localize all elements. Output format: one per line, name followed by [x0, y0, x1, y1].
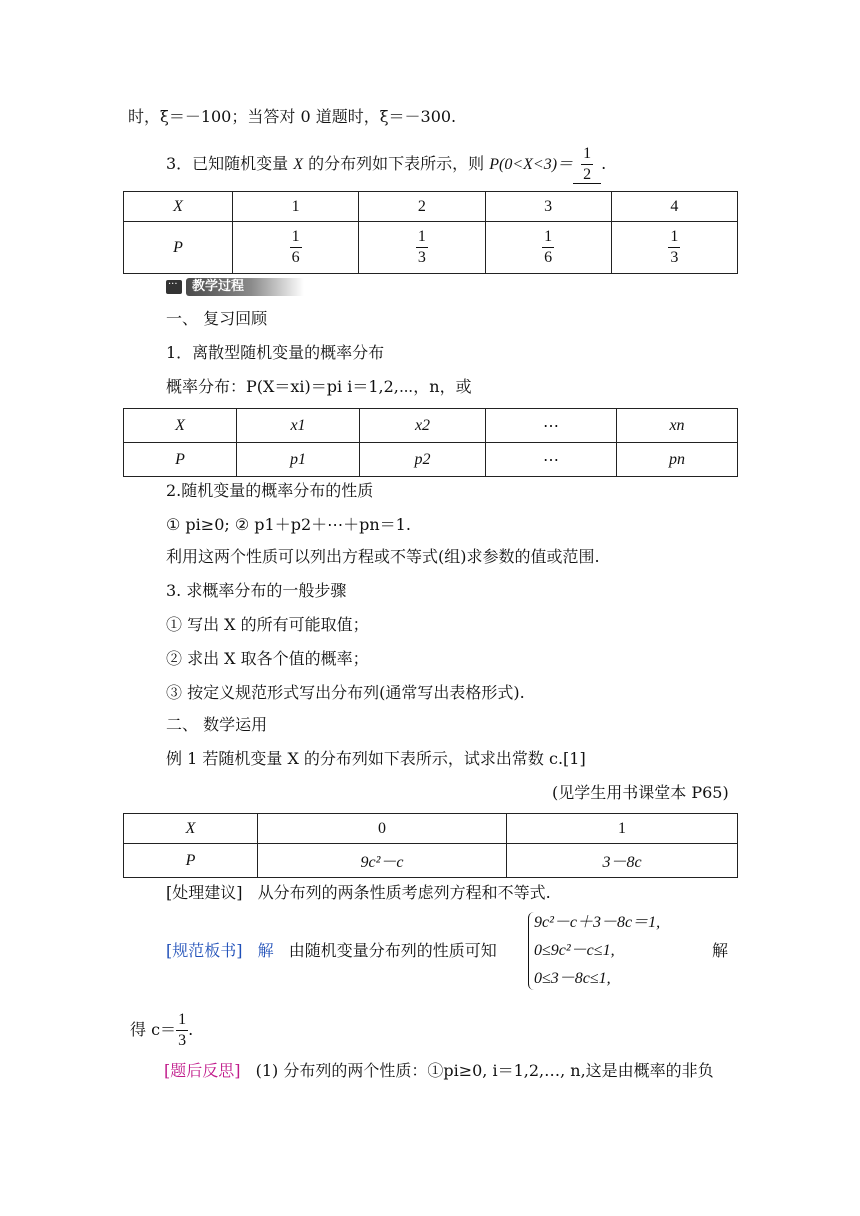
- result-prefix: 得 c＝: [130, 1020, 177, 1039]
- text-line-ksi: 时，ξ＝－100；当答对 0 道题时，ξ＝－300.: [128, 107, 457, 126]
- table1-header-2: 2: [359, 192, 485, 222]
- table2-xn: xn: [617, 409, 738, 443]
- q3-var: X: [293, 156, 304, 173]
- table2-pn: pn: [617, 443, 738, 477]
- reflection-tag: [题后反思]: [164, 1061, 241, 1080]
- step-3: ③ 按定义规范形式写出分布列(通常写出表格形式).: [166, 683, 525, 702]
- table2-header-x: X: [124, 409, 237, 443]
- reflection-text: (1) 分布列的两个性质：①pi≥0, i＝1,2,…, n,这是由概率的非负: [255, 1061, 714, 1080]
- heading-application: 二、 数学运用: [166, 715, 268, 734]
- table1-header-4: 4: [611, 192, 737, 222]
- distribution-table-1: [123, 191, 738, 274]
- table1-prob-1: $\frac{1}{6}$: [233, 222, 359, 274]
- table1-prob-4: $\frac{1}{3}$: [611, 222, 737, 274]
- table2-x-ellipsis: ⋯: [486, 409, 617, 443]
- step-2: ② 求出 X 取各个值的概率；: [166, 649, 369, 668]
- table3-value-0: 0: [258, 814, 507, 844]
- board-writing-tag: [规范板书]: [166, 941, 243, 960]
- table2-row-p: P: [124, 443, 237, 477]
- table3-value-1: 1: [507, 814, 738, 844]
- solution-label: 解: [257, 941, 274, 960]
- table3-row-p: P: [124, 844, 258, 878]
- board-writing-text: 由随机变量分布列的性质可知: [288, 941, 497, 960]
- table2-p2: p2: [360, 443, 486, 477]
- table1-header-x: X: [124, 192, 233, 222]
- section-badge: [166, 278, 304, 296]
- table1-prob-3: $\frac{1}{6}$: [485, 222, 611, 274]
- reflection-line: [164, 1060, 714, 1082]
- table1-prob-2: $\frac{1}{3}$: [359, 222, 485, 274]
- solution-continue: 解: [712, 941, 729, 960]
- heading-properties: 2.随机变量的概率分布的性质: [166, 481, 374, 500]
- distribution-formula: 概率分布：P(X＝xi)＝pi i＝1,2,⋯，n，或: [166, 377, 472, 396]
- properties-usage: 利用这两个性质可以列出方程或不等式(组)求参数的值或范围.: [166, 547, 600, 566]
- table1-row-p: P: [124, 222, 233, 274]
- heading-discrete-distribution: 1．离散型随机变量的概率分布: [166, 343, 385, 362]
- suggestion-tag: [处理建议]: [166, 883, 243, 902]
- q3-answer-fraction: $\frac{1}{2}$: [583, 145, 592, 183]
- table2-p1: p1: [237, 443, 360, 477]
- q3-mid: 的分布列如下表所示，则: [303, 154, 490, 173]
- suggestion-text: 从分布列的两条性质考虑列方程和不等式.: [257, 883, 551, 902]
- board-writing-line: [166, 940, 497, 962]
- section-badge-label: 教学过程: [186, 278, 304, 296]
- heading-review: 一、 复习回顾: [166, 309, 268, 328]
- table1-header-3: 3: [485, 192, 611, 222]
- table3-header-x: X: [124, 814, 258, 844]
- chat-bubble-icon: [166, 280, 182, 294]
- properties-list: ① pi≥0; ② p1＋p2＋⋯＋pn＝1.: [166, 515, 411, 534]
- heading-steps: 3. 求概率分布的一般步骤: [166, 581, 347, 600]
- q3-answer-blank: [573, 146, 601, 184]
- table3-prob-0: 9c²－c: [258, 844, 507, 878]
- system-equation-3: 0≤3－8c≤1,: [534, 970, 611, 987]
- table2-x2: x2: [360, 409, 486, 443]
- table2-x1: x1: [237, 409, 360, 443]
- distribution-table-3: [123, 813, 738, 878]
- table3-prob-1: 3－8c: [507, 844, 738, 878]
- question-3: 3．已知随机变量 X 的分布列如下表所示，则 P(0<X<3)＝ $\frac{1}{2}$ .: [166, 145, 607, 183]
- system-equation-2: 0≤9c²－c≤1,: [534, 942, 615, 959]
- result-line: 得 c＝ $\frac{1}{3}$ .: [130, 1011, 194, 1049]
- step-1: ① 写出 X 的所有可能取值；: [166, 615, 369, 634]
- textbook-reference: (见学生用书课堂本 P65): [552, 783, 729, 802]
- table1-header-1: 1: [233, 192, 359, 222]
- suggestion-line: [166, 882, 551, 904]
- q3-prefix: 3．已知随机变量: [166, 154, 294, 173]
- q3-expr: P(0<X<3)＝: [489, 156, 574, 173]
- example-1: 例 1 若随机变量 X 的分布列如下表所示，试求出常数 c.[1]: [166, 749, 586, 768]
- result-fraction: $\frac{1}{3}$: [178, 1011, 187, 1049]
- distribution-table-2: [123, 408, 738, 477]
- table2-p-ellipsis: ⋯: [486, 443, 617, 477]
- system-equation-1: 9c²－c＋3－8c＝1,: [534, 914, 661, 931]
